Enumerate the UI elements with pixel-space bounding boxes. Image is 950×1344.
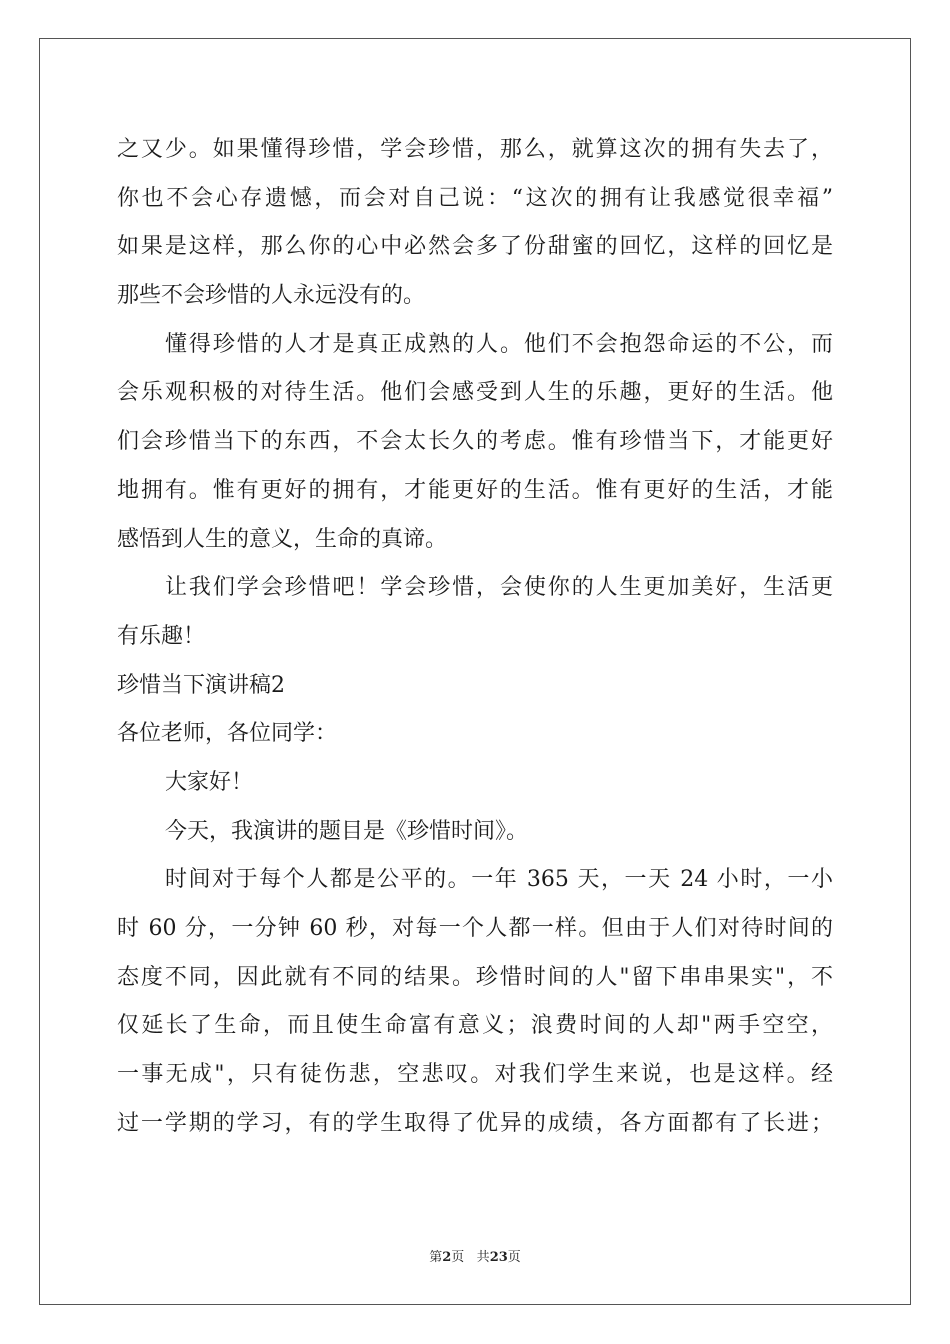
- text-line: 时间对于每个人都是公平的。一年 365 天，一天 24 小时，一小: [165, 867, 833, 893]
- footer-total-unit: 页: [507, 1250, 521, 1265]
- text-line: 有乐趣！: [117, 623, 206, 649]
- text-line: 那些不会珍惜的人永远没有的。: [117, 283, 426, 309]
- text-line: 地拥有。惟有更好的拥有，才能更好的生活。惟有更好的生活，才能: [117, 477, 833, 503]
- text-line: 如果是这样，那么你的心中必然会多了份甜蜜的回忆，这样的回忆是: [117, 234, 833, 260]
- text-line: 今天，我演讲的题目是《珍惜时间》。: [165, 818, 529, 844]
- text-line: 懂得珍惜的人才是真正成熟的人。他们不会抱怨命运的不公，而: [165, 331, 833, 357]
- text-line: 让我们学会珍惜吧！学会珍惜，会使你的人生更加美好，生活更: [165, 575, 833, 601]
- footer-page-unit: 页: [451, 1250, 465, 1265]
- text-line: 珍惜当下演讲稿2: [117, 672, 285, 698]
- text-line: 你也不会心存遗憾，而会对自己说：“这次的拥有让我感觉很幸福”: [117, 185, 833, 211]
- document-body: [117, 126, 833, 1148]
- page-footer: [0, 1246, 950, 1265]
- text-line: 仅延长了生命，而且使生命富有意义；浪费时间的人却"两手空空，: [117, 1013, 833, 1039]
- text-line: 一事无成"，只有徒伤悲，空悲叹。对我们学生来说，也是这样。经: [117, 1062, 833, 1088]
- text-line: 会乐观积极的对待生活。他们会感受到人生的乐趣，更好的生活。他: [117, 380, 833, 406]
- footer-total-prefix: 共: [476, 1250, 490, 1265]
- text-line: 大家好！: [165, 769, 254, 795]
- text-line: 态度不同，因此就有不同的结果。珍惜时间的人"留下串串果实"，不: [117, 964, 833, 990]
- text-line: 感悟到人生的意义，生命的真谛。: [117, 526, 448, 552]
- footer-page-prefix: 第: [429, 1250, 443, 1265]
- text-line: 各位老师，各位同学：: [117, 721, 338, 747]
- text-line: 之又少。如果懂得珍惜，学会珍惜，那么，就算这次的拥有失去了，: [117, 137, 833, 162]
- text-line: 过一学期的学习，有的学生取得了优异的成绩，各方面都有了长进；: [117, 1110, 833, 1136]
- text-line: 时 60 分，一分钟 60 秒，对每一个人都一样。但由于人们对待时间的: [117, 916, 833, 941]
- footer-current-page: 2: [442, 1250, 452, 1265]
- text-line: 们会珍惜当下的东西，不会太长久的考虑。惟有珍惜当下，才能更好: [117, 429, 833, 455]
- footer-total-pages: 23: [489, 1250, 508, 1265]
